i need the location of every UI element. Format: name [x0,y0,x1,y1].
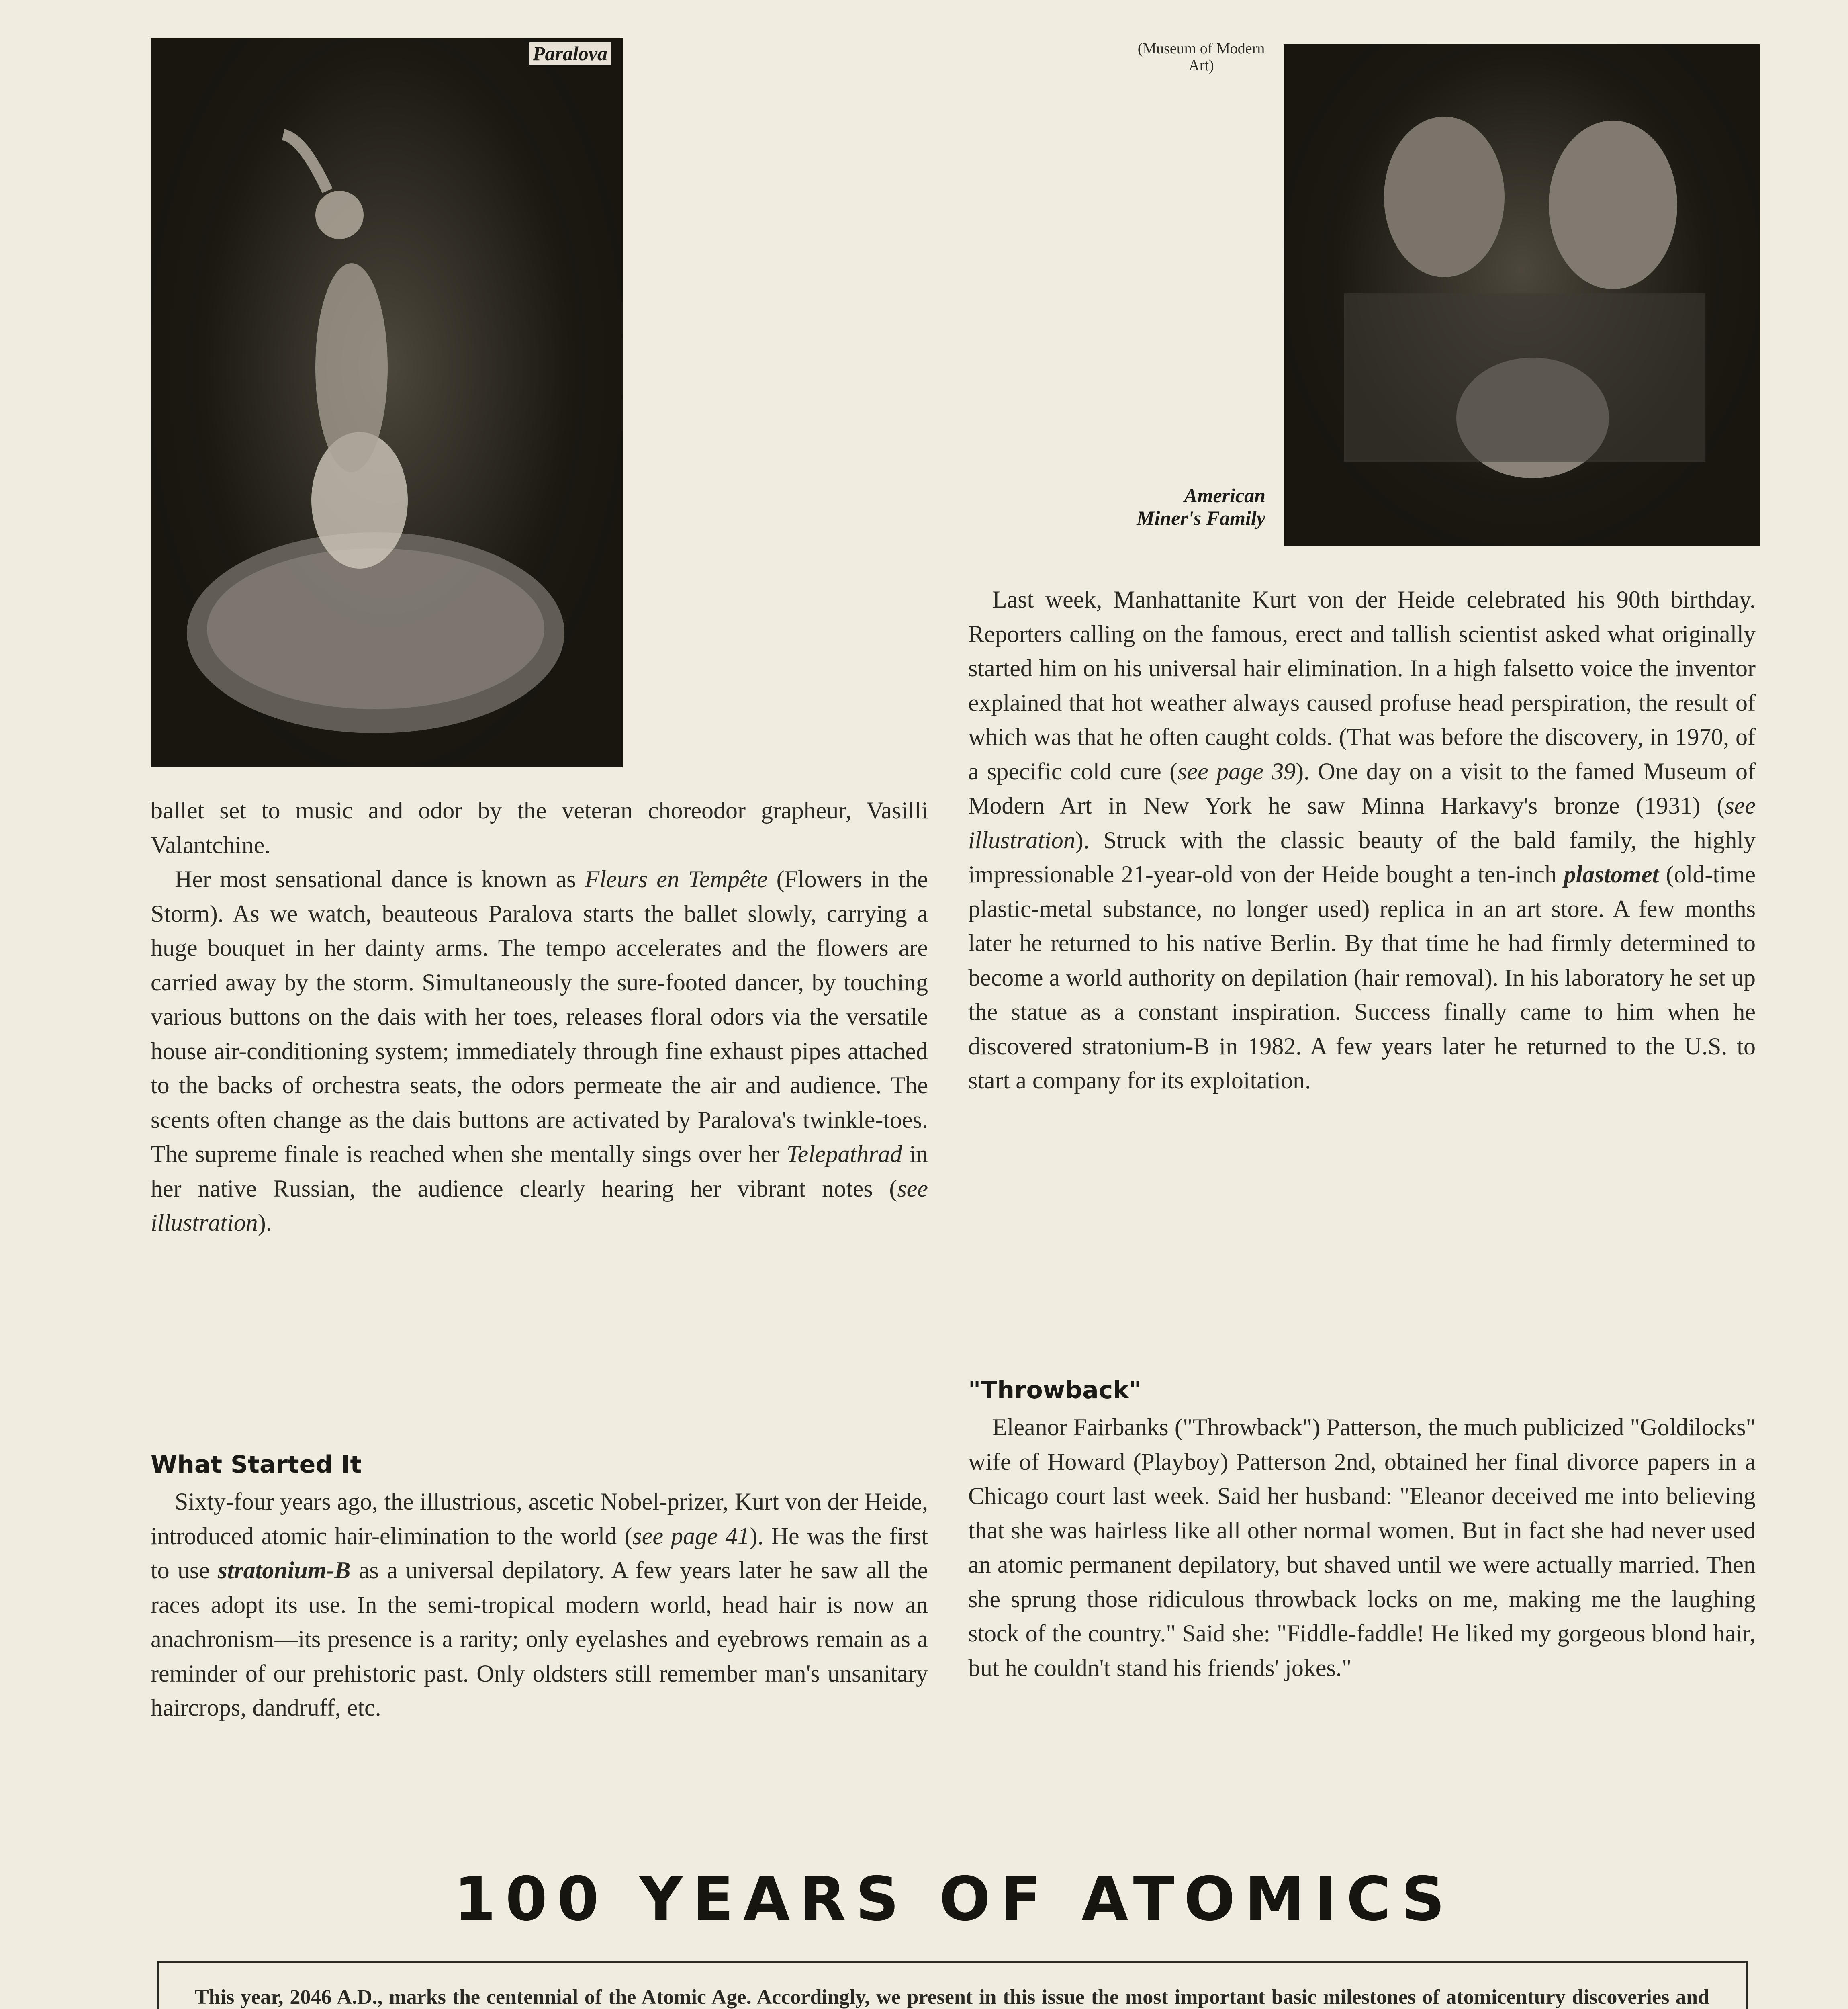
heading-what-started-it: What Started It [151,1450,362,1479]
museum-credit: (Museum of Modern Art) [1137,40,1265,74]
miners-family-photo [1284,44,1760,546]
miners-family-caption-line2: Miner's Family [1137,507,1265,529]
paralova-figure-graphic [151,38,623,767]
left-column [151,794,928,1240]
left-column-continued [151,1485,928,1725]
right-paragraph-2: Eleanor Fairbanks ("Throwback") Patterson, the much publicized "Goldilocks" wife of Howard (Playboy) Patterson 2nd, obtained her final divorce papers in a Chicago court last week. Said her husband: "Eleanor deceived me into believing that she was hairless like all other normal women. But in fact she had never used an atomic permanent depilatory, but shaved until we were actually married. Then she sprung those ridiculous throwback locks on me, making me the laughing stock of the country." Said she: "Fiddle-faddle! He liked my gorgeous blond hair, but he couldn't stand his friends' jokes." [968,1414,1756,1681]
right-column [968,583,1756,1098]
right-column-continued [968,1410,1756,1685]
left-paragraph-3: Sixty-four years ago, the illustrious, ascetic Nobel-prizer, Kurt von der Heide, introduced atomic hair-elimination to the world (see page 41). He was the first to use stratonium-B as a universal depilatory. A few years later he saw all the races adopt its use. In the semi-tropical modern world, head hair is now an anachronism—its presence is a rarity; only eyelashes and eyebrows remain as a reminder of our prehistoric past. Only oldsters still remember man's unsanitary haircrops, dandruff, etc. [151,1488,928,1721]
left-paragraph-1: ballet set to music and odor by the veteran choreodor grapheur, Vasilli Valantchine. [151,797,928,858]
paralova-photo [151,38,623,767]
miners-family-caption [1065,484,1265,529]
intro-box [157,1961,1748,2009]
paralova-caption: Paralova [529,42,611,65]
right-paragraph-1: Last week, Manhattanite Kurt von der Heide celebrated his 90th birthday. Reporters calling on the famous, erect and tallish scientist asked what originally started him on his universal hair elimination. In a high falsetto voice the inventor explained that hot weather always caused profuse head perspiration, the result of which was that he often caught colds. (That was before the discovery, in 1970, of a specific cold cure (see page 39). One day on a visit to the famed Museum of Modern Art in New York he saw Minna Harkavy's bronze (1931) (see illustration). Struck with the classic beauty of the bald family, the highly impressionable 21-year-old von der Heide bought a ten-inch plastomet (old-time plastic-metal substance, no longer used) replica in an art store. A few months later he returned to his native Berlin. By that time he had firmly determined to become a world authority on depilation (hair removal). In his laboratory he set up the statue as a constant inspiration. Success finally came to him when he discovered stratonium-B in 1982. A few years later he returned to the U.S. to start a company for its exploitation. [968,586,1756,1094]
left-paragraph-2: Her most sensational dance is known as Fleurs en Tempête (Flowers in the Storm). As we watch, beauteous Paralova starts the ballet slowly, carrying a huge bouquet in her dainty arms. The tempo accelerates and the flowers are carried away by the storm. Simultaneously the sure-footed dancer, by touching various buttons on the dais with her toes, releases floral odors via the versatile house air-conditioning system; immediately through fine exhaust pipes attached to the backs of orchestra seats, the odors permeate the air and audience. The scents often change as the dais buttons are activated by Paralova's twinkle-toes. The supreme finale is reached when she mentally sings over her Telepathrad in her native Russian, the audience clearly hearing her vibrant notes (see illustration). [151,866,928,1236]
miners-family-sculpture-graphic [1284,44,1760,546]
intro-text: This year, 2046 A.D., marks the centennial of the Atomic Age. Accordingly, we present in this issue the most important basic milestones of atomicentury discoveries and [195,1986,1709,2009]
heading-throwback: "Throwback" [968,1376,1142,1404]
banner-title: 100 YEARS OF ATOMICS [454,1864,1455,1934]
miners-family-caption-line1: American [1184,484,1265,507]
